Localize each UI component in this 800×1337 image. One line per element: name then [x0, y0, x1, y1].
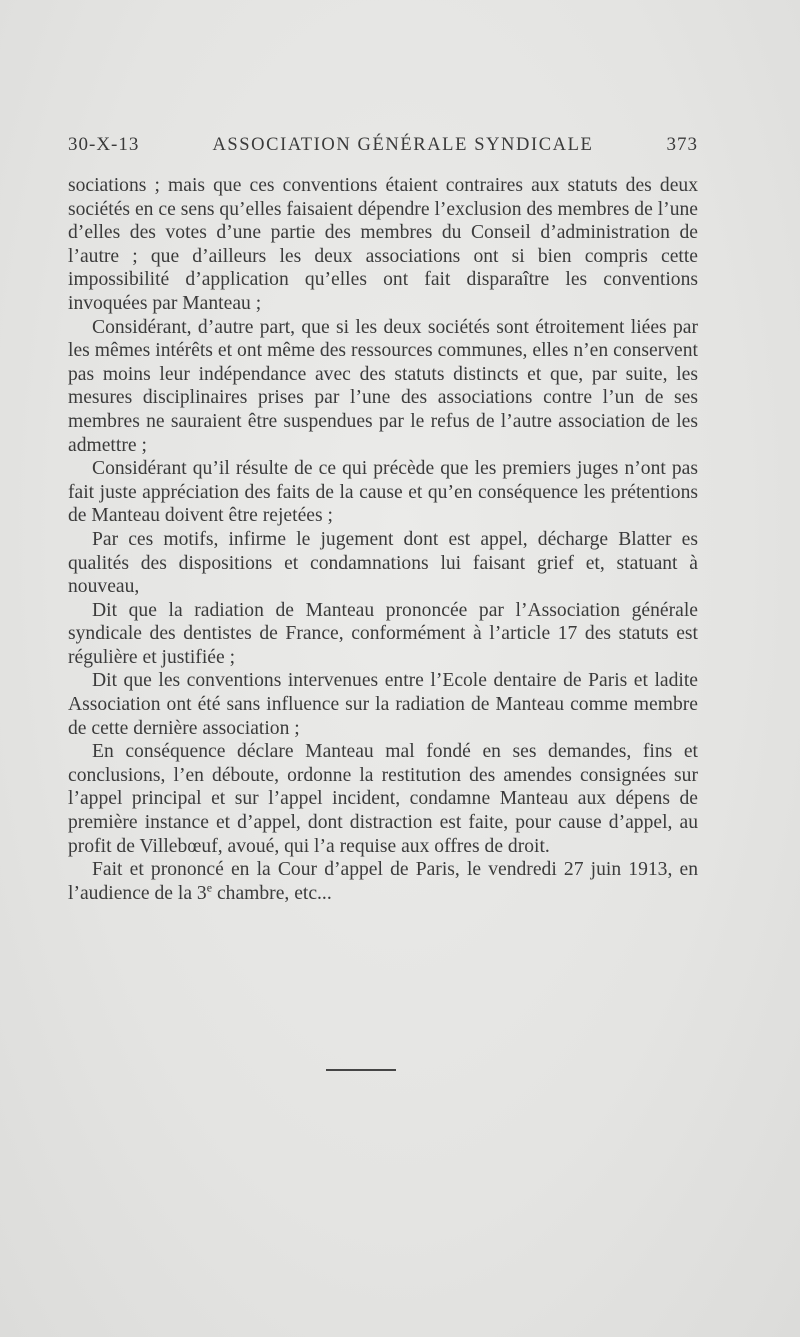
body-text: [68, 174, 698, 905]
ordinal-superscript: e: [206, 880, 213, 895]
header-title: ASSOCIATION GÉNÉRALE SYNDICALE: [212, 135, 594, 155]
closing-text-end: chambre, etc...: [212, 882, 332, 904]
section-divider: [326, 1069, 396, 1071]
closing-text: Fait et prononcé en la Cour d’appel de Paris, le vendredi 27 juin 1913, en l’audience de la 3: [68, 859, 698, 904]
paragraph: Par ces motifs, infirme le jugement dont est appel, décharge Blatter es qualités des dispositions et condamnations lui faisant grief et, statuant à nouveau,: [68, 528, 698, 598]
running-header: [68, 134, 698, 164]
book-page: [68, 134, 698, 905]
paragraph: Considérant qu’il résulte de ce qui précède que les premiers juges n’ont pas fait juste appréciation des faits de la cause et qu’en conséquence les prétentions de Manteau doivent être rejetées ;: [68, 458, 698, 527]
paragraph: Dit que les conventions intervenues entre l’Ecole dentaire de Paris et ladite Association ont été sans influence sur la radiation de Manteau comme membre de cette dernière association ;: [68, 670, 698, 739]
paragraph-continued: sociations ; mais que ces conventions étaient contraires aux statuts des deux sociétés en ce sens qu’elles faisaient dépendre l’exclusion des membres de l’une d’elles des votes d’une partie des membres du Conseil d’administration de l’autre ; que d’ailleurs les deux associations ont si bien compris cette impossibilité d’application qu’elles ont fait disparaître les conventions invoquées par Manteau ;: [68, 175, 698, 314]
paragraph: Dit que la radiation de Manteau prononcée par l’Association générale syndicale des dentistes de France, conformément à l’article 17 des statuts est régulière et justifiée ;: [68, 599, 698, 668]
paragraph: Considérant, d’autre part, que si les deux sociétés sont étroitement liées par les mêmes intérêts et ont même des ressources communes, elles n’en conservent pas moins leur indépendance avec des statuts distincts et que, par suite, les mesures disciplinaires prises par l’une des associations contre l’un de ses membres ne sauraient être suspendues par le refus de l’autre association de les admettre ;: [68, 316, 698, 456]
page-number: 373: [666, 134, 698, 155]
header-date: 30-X-13: [68, 134, 140, 155]
paragraph: En conséquence déclare Manteau mal fondé en ses demandes, fins et conclusions, l’en déboute, ordonne la restitution des amendes consignées sur l’appel principal et sur l’appel incident, condamne Manteau aux dépens de première instance et d’appel, dont distraction est faite, pour cause d’appel, au profit de Villebœuf, avoué, qui l’a requise aux offres de droit.: [68, 741, 698, 857]
closing-paragraph: [68, 858, 698, 905]
